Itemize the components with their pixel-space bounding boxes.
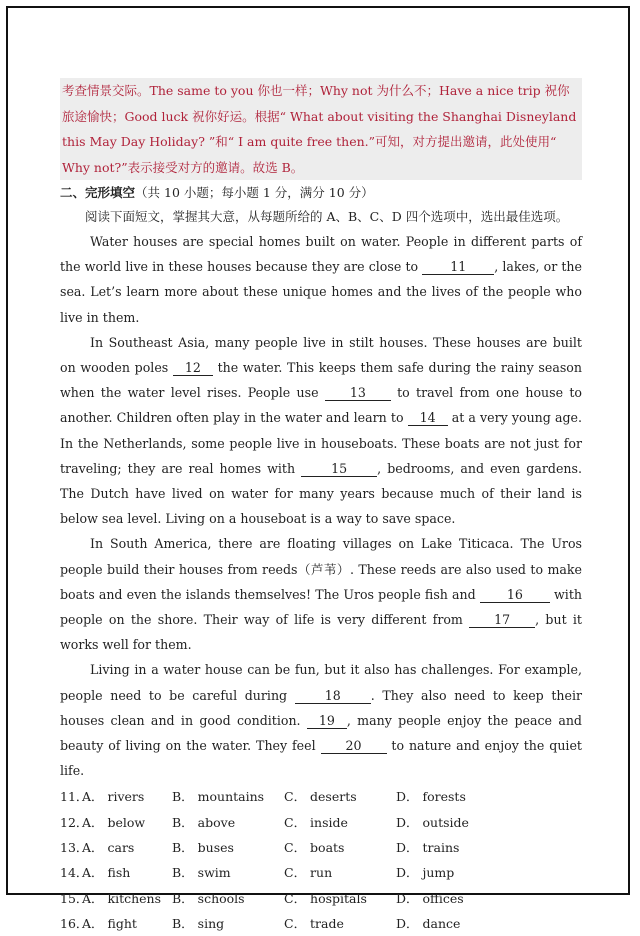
answer-explanation: 考查情景交际。The same to you 你也一样；Why not 为什么不；Have a nice trip 祝你旅途愉快；Good luck 祝你好运。根据“ What about visiting the Shanghai Disneyland this May Day Holiday? ”和“ I am quite free then.”可知，对方提出邀请，此处使用“ Why not?”表示接受对方的邀请。故选 B。 xyxy=(60,78,582,180)
passage-paragraph-3: In South America, there are floating villages on Lake Titicaca. The Uros people build their houses from reeds（芦苇）. These reeds are also used to make boats and even the islands themselves! The Uros people fish and 16 with people on the shore. Their way of life is very different from 17 , but it works well for them. xyxy=(60,536,582,653)
option-row-15: 15． A． kitchens B． schools C． hospitals D． offices xyxy=(60,886,582,911)
passage-paragraph-1: Water houses are special homes built on water. People in different parts of the world live in these houses because they are close to 11 , lakes, or the sea. Let’s learn more about these unique homes and the lives of the people who live in them. xyxy=(60,234,582,325)
passage-paragraph-2: In Southeast Asia, many people live in stilt houses. These houses are built on wooden poles 12 the water. This keeps them safe during the rainy season when the water level rises. People use 13 to travel from one house to another. Children often play in the water and learn to 14 at a very young age. In the Netherlands, some people live in houseboats. These boats are not just for traveling; they are real homes with 15 , bedrooms, and even gardens. The Dutch have lived on water for many years because much of their land is below sea level. Living on a houseboat is a way to save space. xyxy=(60,334,582,527)
option-a[interactable]: A． fish xyxy=(82,865,131,881)
option-d[interactable]: D． jump xyxy=(396,865,455,881)
option-a[interactable]: A． rivers xyxy=(82,789,145,805)
option-d[interactable]: D． dance xyxy=(396,915,461,931)
option-c[interactable]: C． inside xyxy=(284,814,348,830)
passage-paragraph-4: Living in a water house can be fun, but it also has challenges. For example, people need to be careful during 18 . They also need to keep their houses clean and in good condition. 19 , many people enjoy the peace and beauty of living on the water. They feel 20 to nature and enjoy the quiet life. xyxy=(60,662,582,779)
section-note: （共 10 小题；每小题 1 分，满分 10 分） xyxy=(135,185,374,200)
option-c[interactable]: C． hospitals xyxy=(284,890,367,906)
section-instruction: 阅读下面短文，掌握其大意，从每题所给的 A、B、C、D 四个选项中，选出最佳选项。 xyxy=(85,209,569,224)
option-a[interactable]: A． cars xyxy=(82,840,135,856)
blank-12: 12 xyxy=(173,361,213,376)
blank-11: 11 xyxy=(422,260,494,275)
blank-18: 18 xyxy=(295,689,371,704)
option-d[interactable]: D． outside xyxy=(396,814,469,830)
option-c[interactable]: C． boats xyxy=(284,840,345,856)
option-row-16: 16． A． fight B． sing C． trade D． dance xyxy=(60,911,582,936)
option-b[interactable]: B． schools xyxy=(172,890,245,906)
blank-17: 17 xyxy=(469,613,535,628)
blank-16: 16 xyxy=(480,588,550,603)
option-row-11: 11． A． rivers B． mountains C． deserts D． forests xyxy=(60,784,582,809)
option-b[interactable]: B． swim xyxy=(172,865,231,881)
section-heading xyxy=(60,182,582,204)
option-c[interactable]: C． run xyxy=(284,865,333,881)
option-row-12: 12． A． below B． above C． inside D． outside xyxy=(60,810,582,835)
document-page xyxy=(60,78,582,936)
option-d[interactable]: D． offices xyxy=(396,890,464,906)
option-b[interactable]: B． buses xyxy=(172,840,234,856)
option-a[interactable]: A． kitchens xyxy=(82,890,162,906)
option-a[interactable]: A． below xyxy=(82,814,146,830)
blank-20: 20 xyxy=(321,739,387,754)
option-b[interactable]: B． above xyxy=(172,814,236,830)
blank-14: 14 xyxy=(408,411,448,426)
options-list xyxy=(60,784,582,936)
option-b[interactable]: B． sing xyxy=(172,915,225,931)
option-a[interactable]: A． fight xyxy=(82,915,137,931)
option-b[interactable]: B． mountains xyxy=(172,789,265,805)
option-d[interactable]: D． forests xyxy=(396,789,466,805)
option-d[interactable]: D． trains xyxy=(396,840,460,856)
blank-19: 19 xyxy=(307,714,347,729)
option-c[interactable]: C． trade xyxy=(284,915,344,931)
section-title: 二、完形填空 xyxy=(60,185,136,200)
option-c[interactable]: C． deserts xyxy=(284,789,357,805)
blank-15: 15 xyxy=(301,462,377,477)
blank-13: 13 xyxy=(325,386,391,401)
option-row-13: 13． A． cars B． buses C． boats D． trains xyxy=(60,835,582,860)
option-row-14: 14． A． fish B． swim C． run D． jump xyxy=(60,860,582,885)
